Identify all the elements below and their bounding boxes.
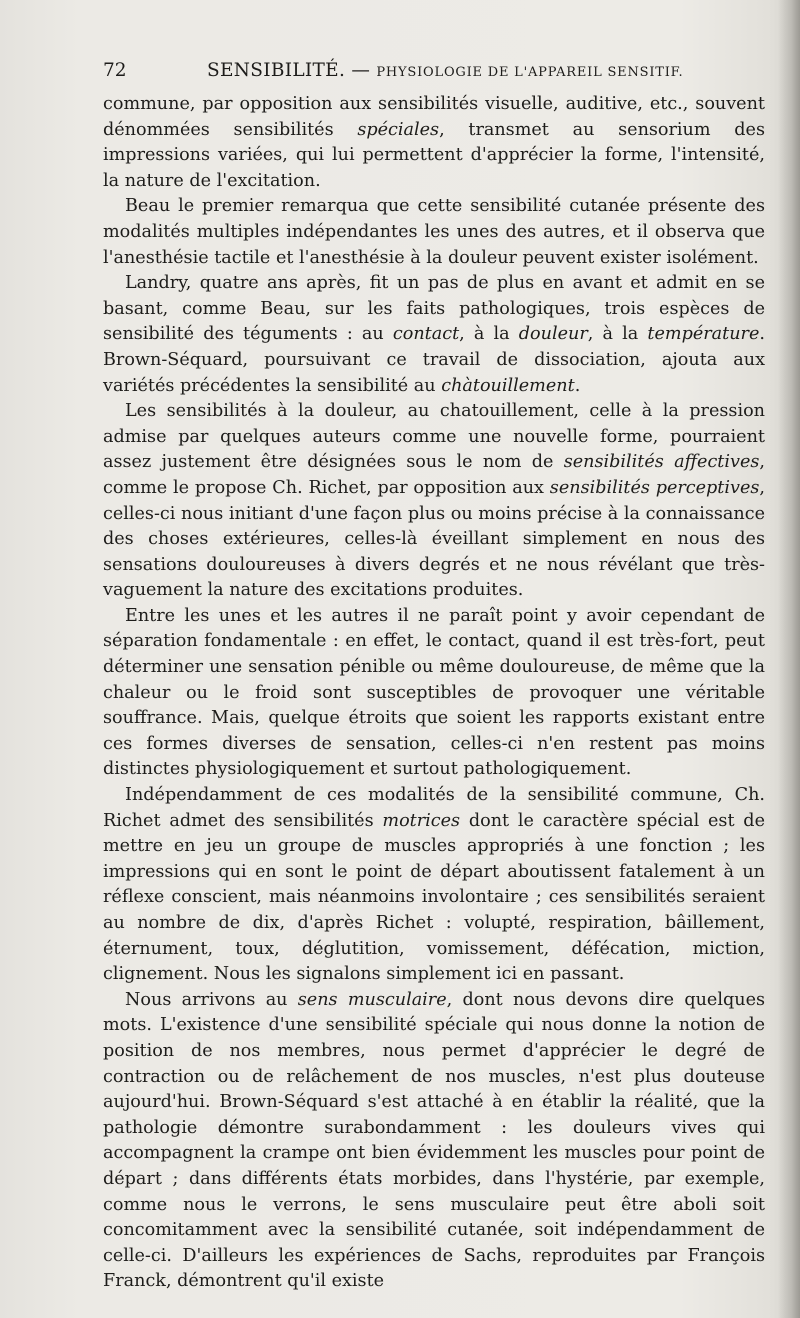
- text-run: , transmet au sensorium des impressions variées, qui lui permettent d'apprécier la forme, l'intensité, la nature de l'excitation.: [103, 119, 765, 191]
- paragraph: [103, 988, 765, 1295]
- italic-term: douleur: [518, 324, 588, 345]
- italic-term: contact: [392, 324, 460, 345]
- italic-term: température: [647, 324, 760, 345]
- page-number: 72: [103, 60, 127, 81]
- text-run: . Brown-Séquard, poursuivant ce travail de dissociation, ajouta aux variétés précédentes la sensibilité au: [103, 324, 765, 396]
- text-run: Indépendamment de ces modalités de la sensibilité commune, Ch. Richet admet des sensibilités: [103, 785, 765, 831]
- paragraph: [103, 92, 765, 194]
- body-text: [103, 92, 765, 1295]
- text-run: Beau le premier remarqua que cette sensibilité cutanée présente des modalités multiples indépendantes les unes des autres, et il observa que l'anesthésie tactile et l'anesthésie à la douleur peuvent exister isolément.: [103, 196, 765, 268]
- text-run: Nous arrivons au: [125, 989, 298, 1010]
- paragraph: [103, 271, 765, 399]
- text-run: Entre les unes et les autres il ne paraît point y avoir cependant de séparation fondamentale : en effet, le contact, quand il est très-fort, peut déterminer une sensation pénible ou même douloureuse, de même que la chaleur ou le froid sont susceptibles de provoquer une véritable souffrance. Mais, quelque étroits que soient les rapports existant entre ces formes diverses de sensation, celles-ci n'en restent pas moins distinctes physiologiquement et surtout pathologiquement.: [103, 605, 765, 780]
- text-run: commune, par opposition aux sensibilités visuelle, auditive, etc., souvent dénommées sensibilités: [103, 94, 765, 140]
- italic-term: sens musculaire: [297, 989, 447, 1010]
- italic-term: chàtouillement: [441, 375, 575, 396]
- running-title: SENSIBILITÉ. — PHYSIOLOGIE DE L'APPAREIL SENSITIF.: [207, 60, 684, 81]
- text-run: , celles-ci nous initiant d'une façon plus ou moins précise à la connaissance des choses extérieures, celles-là éveillant simplement en nous des sensations douloureuses à divers degrés et ne nous révélant que très-vaguement la nature des excitations produites.: [103, 477, 765, 601]
- text-run: Landry, quatre ans après, fit un pas de plus en avant et admit en se basant, comme Beau, sur les faits pathologiques, trois espèces de sensibilité des téguments : au: [103, 273, 765, 345]
- italic-term: spéciales: [357, 119, 440, 140]
- text-run: , à la: [459, 324, 519, 345]
- text-run: .: [574, 375, 581, 396]
- paragraph: [103, 783, 765, 988]
- text-run: dont le caractère spécial est de mettre en jeu un groupe de muscles appropriés à une fonction ; les impressions qui en sont le point de départ aboutissent fatalement à un réflexe conscient, mais néanmoins involontaire ; ces sensibilités seraient au nombre de dix, d'après Richet : volupté, respiration, bâillement, éternument, toux, déglutition, vomissement, défécation, miction, clignement. Nous les signalons simplement ici en passant.: [103, 810, 765, 985]
- paragraph: [103, 604, 765, 783]
- paragraph: [103, 399, 765, 604]
- italic-term: sensibilités affectives: [563, 452, 760, 473]
- page-edge-shadow: [778, 0, 800, 1318]
- italic-term: sensibilités perceptives: [549, 477, 760, 498]
- text-run: , à la: [587, 324, 648, 345]
- italic-term: motrices: [382, 810, 461, 831]
- text-run: Les sensibilités à la douleur, au chatouillement, celle à la pression admise par quelques auteurs comme une nouvelle forme, pourraient assez justement être désignées sous le nom de: [103, 401, 765, 473]
- paragraph: [103, 194, 765, 271]
- text-run: , dont nous devons dire quelques mots. L'existence d'une sensibilité spéciale qui nous donne la notion de position de nos membres, nous permet d'apprécier le degré de contraction ou de relâchement de nos muscles, n'est plus douteuse aujourd'hui. Brown-Séquard s'est attaché à en établir la réalité, que la pathologie démontre surabondamment : les douleurs vives qui accompagnent la crampe ont bien évidemment les muscles pour point de départ ; dans différents états morbides, dans l'hystérie, par exemple, comme nous le verrons, le sens musculaire peut être aboli soit concomitamment avec la sensibilité cutanée, soit indépendamment de celle-ci. D'ailleurs les expériences de Sachs, reproduites par François Franck, démontrent qu'il existe: [103, 989, 766, 1292]
- text-run: , comme le propose Ch. Richet, par opposition aux: [103, 452, 765, 498]
- running-header: [103, 60, 763, 90]
